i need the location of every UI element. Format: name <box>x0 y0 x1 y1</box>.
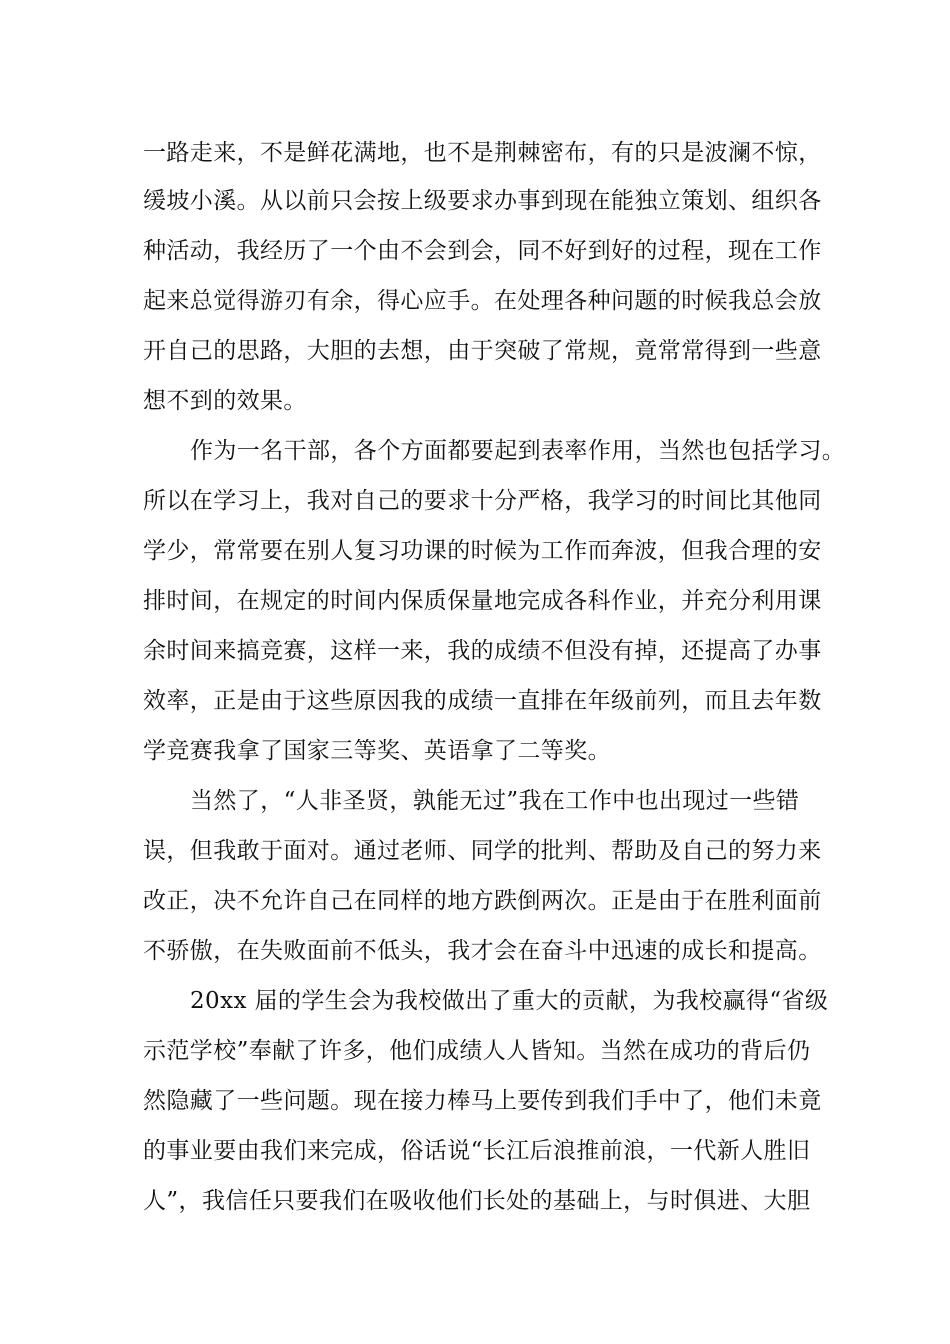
text-line: 起来总觉得游刃有余，得心应手。在处理各种问题的时候我总会放 <box>143 288 822 314</box>
text-line: 种活动，我经历了一个由不会到会，同不好到好的过程，现在工作 <box>143 238 822 264</box>
text-line: 缓坡小溪。从以前只会按上级要求办事到现在能独立策划、组织各 <box>143 188 822 214</box>
text-line: 学竞赛我拿了国家三等奖、英语拿了二等奖。 <box>143 738 611 764</box>
text-line: 余时间来搞竞赛，这样一来，我的成绩不但没有掉，还提高了办事 <box>143 638 822 664</box>
text-line: 改正，决不允许自己在同样的地方跌倒两次。正是由于在胜利面前 <box>143 888 822 914</box>
text-line: 一路走来，不是鲜花满地，也不是荆棘密布，有的只是波澜不惊， <box>143 140 822 166</box>
paragraph-first-line: 作为一名干部，各个方面都要起到表率作用，当然也包括学习。 <box>190 438 846 464</box>
text-line: 所以在学习上，我对自己的要求十分严格，我学习的时间比其他同 <box>143 488 822 514</box>
text-line: 然隐藏了一些问题。现在接力棒马上要传到我们手中了，他们未竟 <box>143 1088 822 1114</box>
text-line: 想不到的效果。 <box>143 388 307 414</box>
text-line: 的事业要由我们来完成，俗话说“长江后浪推前浪，一代新人胜旧 <box>143 1138 811 1164</box>
text-line: 排时间，在规定的时间内保质保量地完成各科作业，并充分利用课 <box>143 588 822 614</box>
text-line: 不骄傲，在失败面前不低头，我才会在奋斗中迅速的成长和提高。 <box>143 938 822 964</box>
text-line: 示范学校”奉献了许多，他们成绩人人皆知。当然在成功的背后仍 <box>143 1038 811 1064</box>
text-line: 误，但我敢于面对。通过老师、同学的批判、帮助及自己的努力来 <box>143 838 822 864</box>
paragraph-first-line: 当然了，“人非圣贤，孰能无过”我在工作中也出现过一些错 <box>190 788 800 814</box>
text-line: 效率，正是由于这些原因我的成绩一直排在年级前列，而且去年数 <box>143 688 822 714</box>
text-line: 人”，我信任只要我们在吸收他们长处的基础上，与时俱进、大胆 <box>143 1188 811 1214</box>
text-line: 开自己的思路，大胆的去想，由于突破了常规，竟常常得到一些意 <box>143 338 822 364</box>
paragraph-first-line: 20xx 届的学生会为我校做出了重大的贡献，为我校赢得“省级 <box>190 988 829 1014</box>
text-line: 学少，常常要在别人复习功课的时候为工作而奔波，但我合理的安 <box>143 538 822 564</box>
